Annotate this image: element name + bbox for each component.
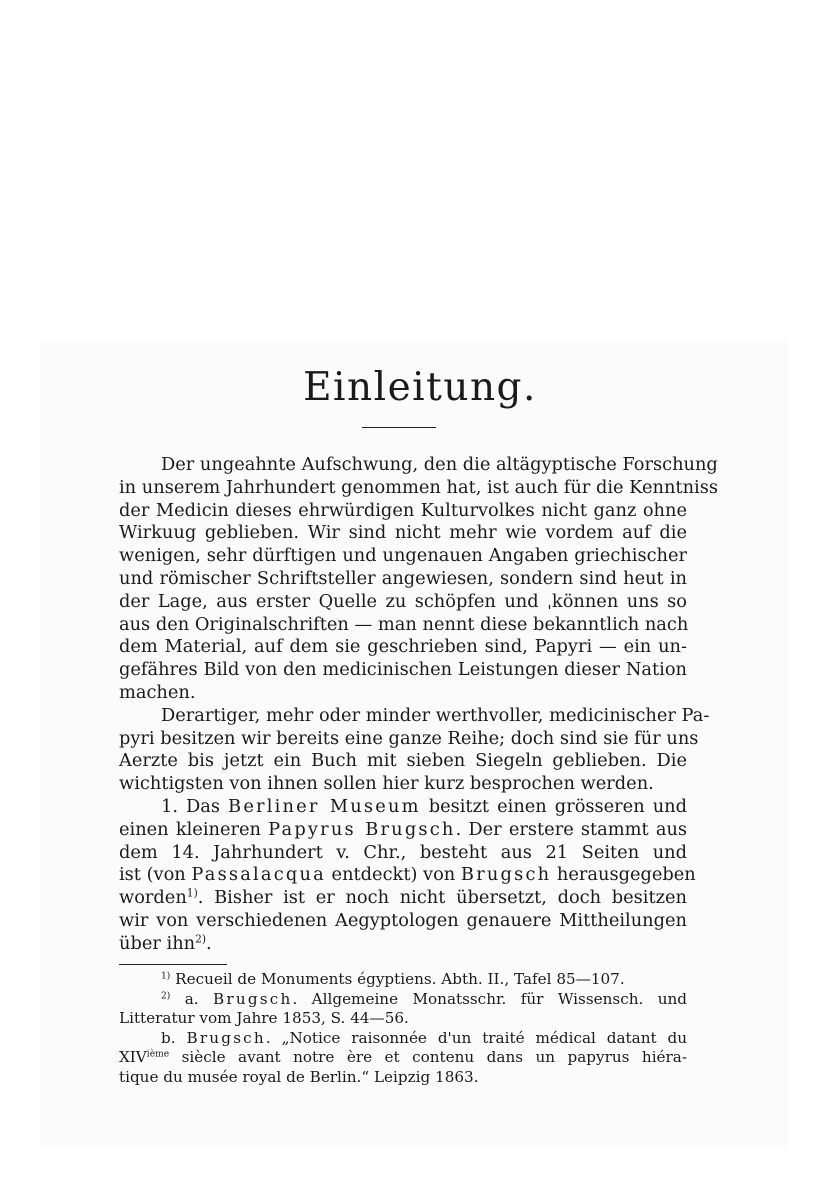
text-run: besitzt einen grösseren und [420,795,687,817]
text-line: in unserem Jahrhundert genommen hat, ist auch für die Kenntniss [119,476,718,498]
text-line: Aerzte bis jetzt ein Buch mit sieben Siegeln geblieben. Die [119,750,687,772]
text-run: . „Notice raisonnée d'un traité médical datant du [265,1028,687,1047]
text-line: wenigen, sehr dürftigen und ungenauen Angaben griechischer [119,545,687,567]
emphasized-name: Passalacqua [191,864,326,886]
text-line: aus den Originalschriften — man nennt diese bekanntlich nach [119,613,689,635]
text-run: Recueil de Monuments égyptiens. Abth. II., Tafel 85—107. [170,970,625,988]
emphasized-name: Brugsch [186,1028,266,1047]
footnotes [119,970,687,1088]
footnote-line [119,970,687,990]
text-line [119,887,687,910]
text-line: wichtigsten von ihnen sollen hier kurz besprochen werden. [119,773,654,795]
footnote-line [119,990,687,1010]
text-run: . [206,932,212,954]
text-run: 1. Das [161,795,229,817]
text-line: und römischer Schriftsteller angewiesen, sondern sind heut in [119,567,687,589]
text-line: wir von verschiedenen Aegyptologen genauere Mittheilungen [119,909,687,931]
text-run: . Der erstere stammt aus [455,818,688,840]
title-divider [362,427,436,428]
text-run: über ihn [119,932,196,954]
text-run: ist (von [119,864,192,886]
text-line: Wirkuug geblieben. Wir sind nicht mehr wie vordem auf die [119,522,687,544]
text-run: einen kleineren [119,818,269,840]
emphasized-name: Brugsch [460,864,552,886]
footnote-line: tique du musée royal de Berlin.“ Leipzig 1863. [119,1067,479,1086]
text-line [119,933,687,956]
text-line [119,819,687,842]
footnote-divider [119,964,227,965]
text-run: worden [119,887,187,909]
text-line [119,796,687,819]
text-run: a. [170,989,214,1008]
emphasized-name: Papyrus Brugsch [268,818,456,840]
body-text [119,454,718,956]
text-line: der Lage, aus erster Quelle zu schöpfen und ˌkönnen uns so [119,590,687,612]
footnote-line [119,1029,687,1049]
text-run: herausgegeben [551,864,696,886]
footnote-marker: 1) [186,886,198,900]
footnote-marker: 2) [195,932,207,946]
text-run: b. [161,1028,187,1047]
text-line: Derartiger, mehr oder minder werthvoller, medicinischer Pa- [161,704,710,726]
text-run: . Allgemeine Monatsschr. für Wissensch. und [292,989,687,1008]
text-run: XIV [119,1048,147,1067]
text-line: Der ungeahnte Aufschwung, den die altägyptische Forschung [161,454,718,475]
footnote-line: Litteratur vom Jahre 1853, S. 44—56. [119,1009,409,1028]
text-run: . Bisher ist er noch nicht übersetzt, doch besitzen [197,887,687,909]
footnote-marker: 1) [161,971,171,982]
text-line: gefähres Bild von den medicinischen Leistungen dieser Nation [119,659,687,681]
text-run: siècle avant notre ère et contenu dans un papyrus hiéra- [169,1048,687,1067]
text-line: machen. [119,681,196,703]
footnote-line [119,1048,687,1068]
text-line: dem Material, auf dem sie geschrieben sind, Papyri — ein un- [119,636,687,658]
footnote-marker: 2) [161,991,171,1002]
text-line: dem 14. Jahrhundert v. Chr., besteht aus 21 Seiten und [119,841,687,863]
text-line [119,864,696,887]
emphasized-name: Brugsch [213,989,293,1008]
page-title: Einleitung. [303,365,537,410]
emphasized-name: Berliner Museum [228,795,421,817]
text-line: der Medicin dieses ehrwürdigen Kulturvolkes nicht ganz ohne [119,499,687,521]
text-line: pyri besitzen wir bereits eine ganze Reihe; doch sind sie für uns [119,727,699,749]
footnote-marker: ième [146,1049,170,1060]
text-run: entdeckt) von [325,864,461,886]
